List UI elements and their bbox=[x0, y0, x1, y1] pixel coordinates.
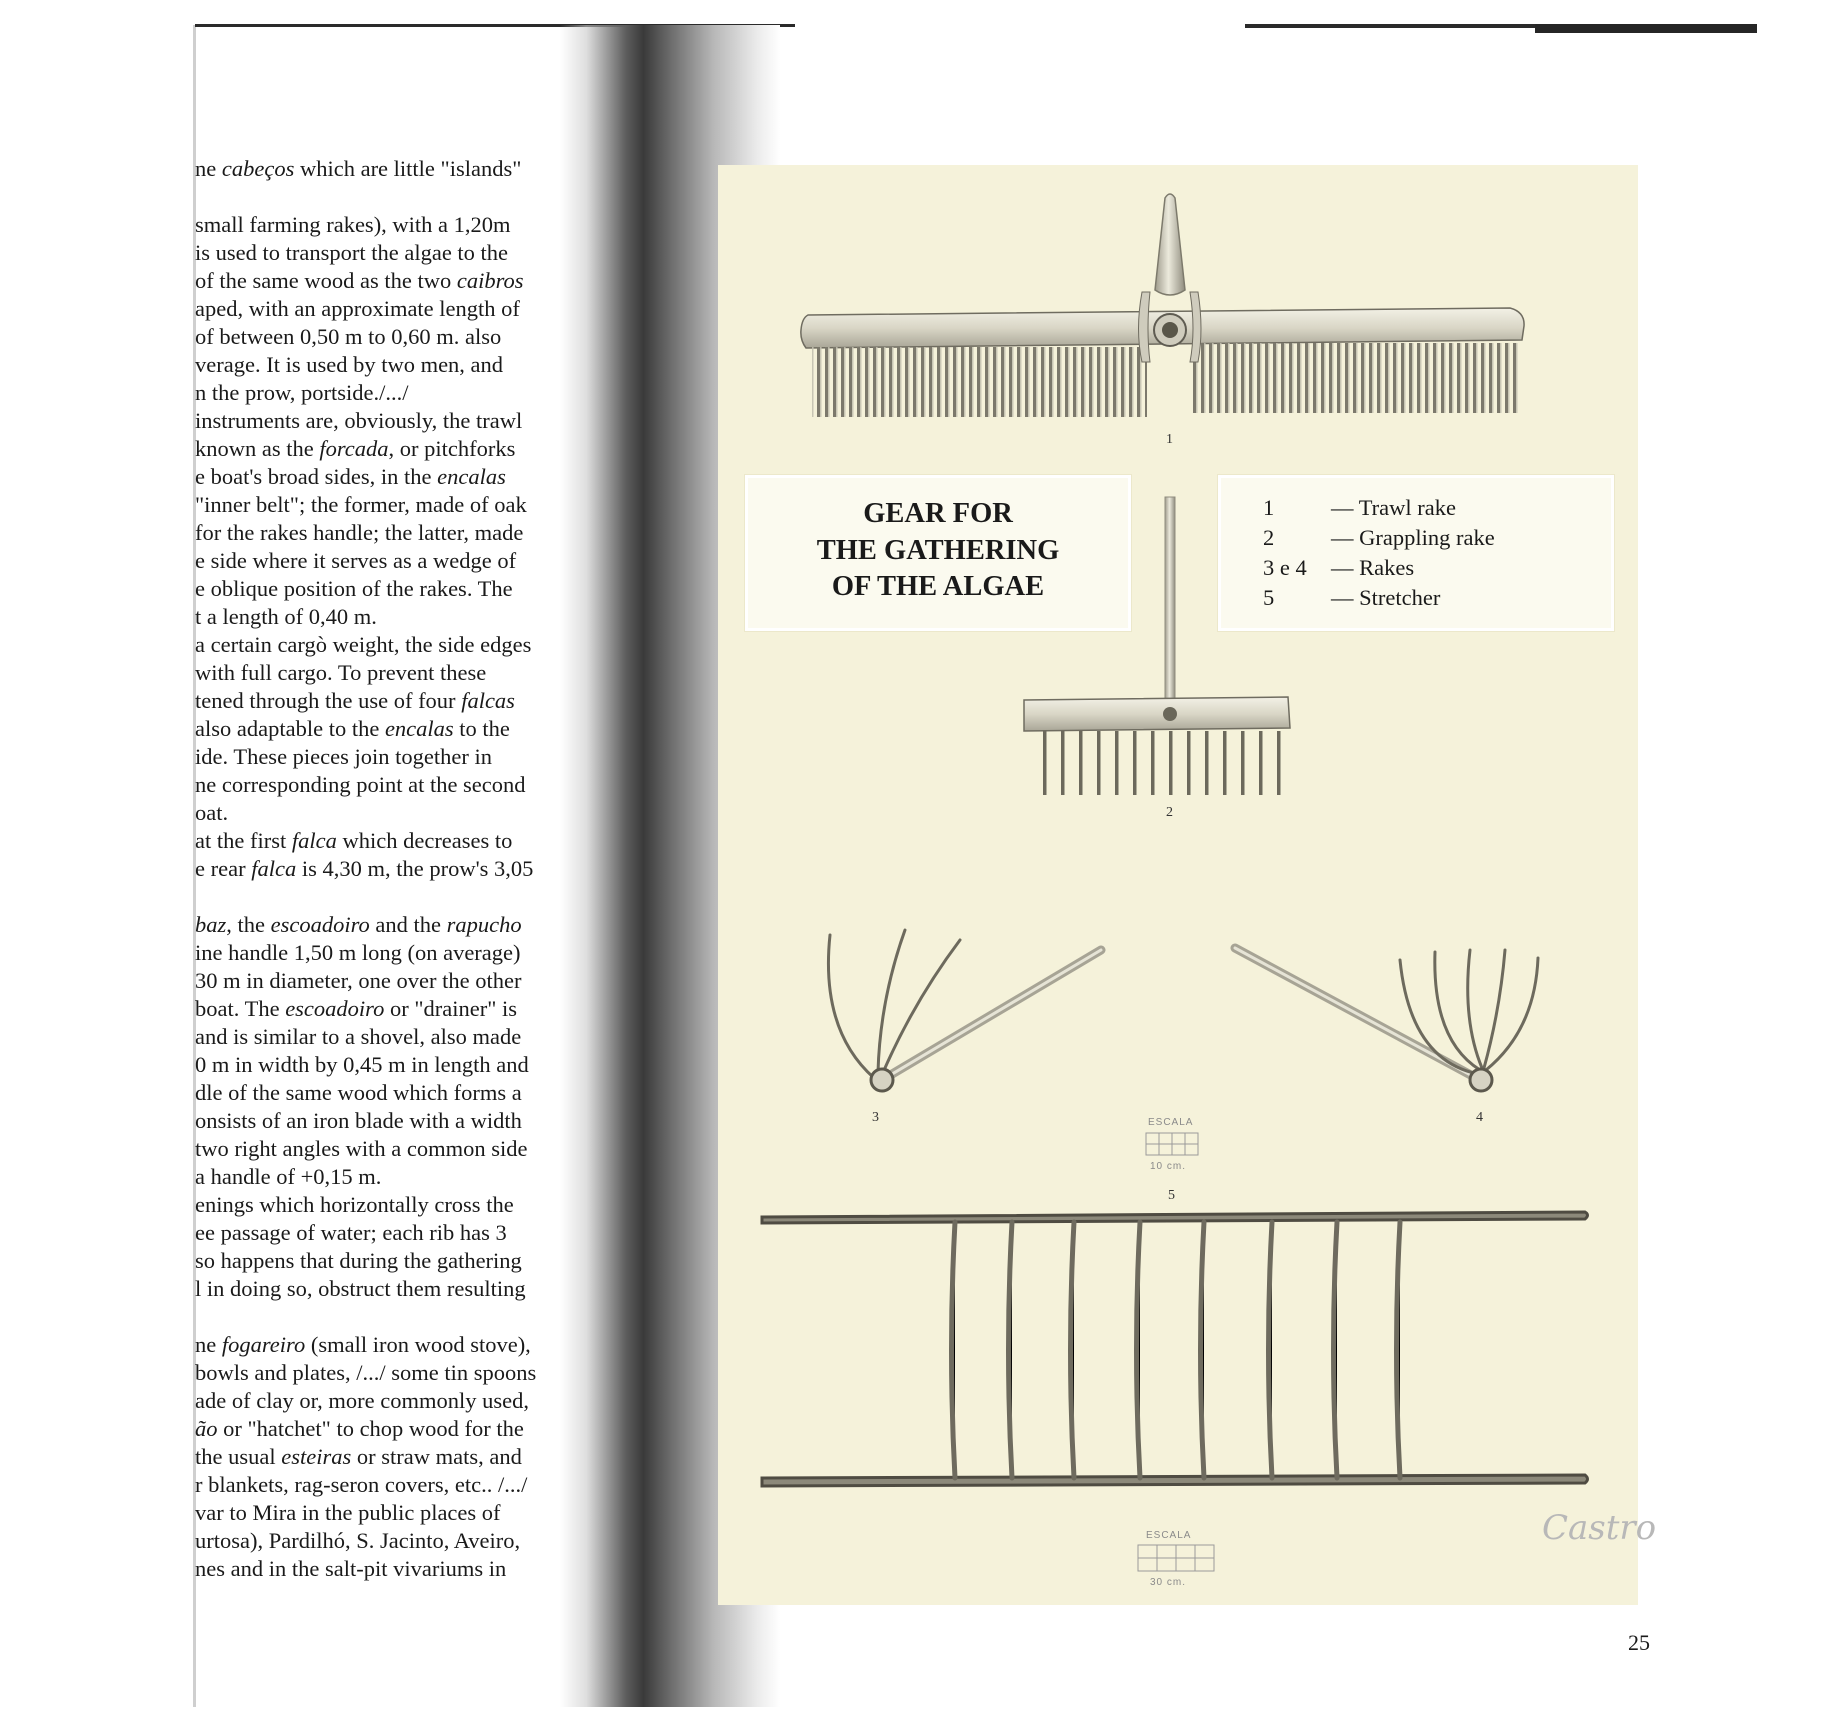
text-segment: known as the bbox=[195, 436, 320, 461]
italic-term: escoadoiro bbox=[285, 996, 385, 1021]
text-segment: oat. bbox=[195, 800, 229, 825]
scale-bar-2 bbox=[1138, 1545, 1214, 1571]
scale-label-2: ESCALA bbox=[1146, 1530, 1192, 1541]
text-segment: (small iron wood stove), bbox=[305, 1332, 531, 1357]
text-segment: urtosa), Pardilhó, S. Jacinto, Aveiro, bbox=[195, 1528, 521, 1553]
italic-term: forcada bbox=[319, 436, 389, 461]
text-segment: enings which horizontally cross the bbox=[195, 1192, 514, 1217]
text-segment: ne bbox=[195, 1332, 222, 1357]
text-segment: ne corresponding point at the second bbox=[195, 772, 526, 797]
text-segment: , or pitchforks bbox=[388, 436, 516, 461]
italic-term: falcas bbox=[461, 688, 515, 713]
text-segment: and the bbox=[369, 912, 447, 937]
italic-term: escoadoiro bbox=[270, 912, 370, 937]
text-segment: a certain cargò weight, the side edges bbox=[195, 632, 532, 657]
text-segment: n the prow, portside./.../ bbox=[195, 380, 409, 405]
legend-number: 1 bbox=[1263, 495, 1275, 520]
text-segment: the usual bbox=[195, 1444, 282, 1469]
text-segment: instruments are, obviously, the trawl bbox=[195, 408, 523, 433]
italic-term: encalas bbox=[384, 716, 454, 741]
italic-term: caibros bbox=[456, 268, 524, 293]
legend-number: 3 e 4 bbox=[1263, 555, 1307, 580]
figure-number-1: 1 bbox=[1166, 432, 1173, 447]
scale-bar-1 bbox=[1146, 1133, 1198, 1155]
text-segment: of between 0,50 m to 0,60 m. also bbox=[195, 324, 502, 349]
plate-legend-box bbox=[1218, 475, 1614, 631]
text-segment: two right angles with a common side bbox=[195, 1136, 528, 1161]
text-segment: l in doing so, obstruct them resulting bbox=[195, 1276, 526, 1301]
text-segment: ade of clay or, more commonly used, bbox=[195, 1388, 529, 1413]
italic-term: cabeços bbox=[221, 156, 295, 181]
text-segment: e oblique position of the rakes. The bbox=[195, 576, 513, 601]
text-segment: ee passage of water; each rib has 3 bbox=[195, 1220, 507, 1245]
legend-label: — Rakes bbox=[1331, 555, 1415, 580]
plate-title bbox=[748, 496, 1128, 606]
plate-title-line-2: THE GATHERING bbox=[816, 534, 1060, 566]
stretcher-figure bbox=[762, 1212, 1588, 1486]
text-segment: and is similar to a shovel, also made bbox=[195, 1024, 522, 1049]
text-segment: with full cargo. To prevent these bbox=[195, 660, 487, 685]
text-segment: r blankets, rag-seron covers, etc.. /.../ bbox=[195, 1472, 528, 1497]
text-segment: which decreases to bbox=[336, 828, 513, 853]
italic-term: ão bbox=[195, 1416, 218, 1441]
italic-term: fogareiro bbox=[221, 1332, 306, 1357]
figure-number-3: 3 bbox=[872, 1110, 879, 1125]
italic-term: baz bbox=[195, 912, 227, 937]
text-segment: boat. The bbox=[195, 996, 286, 1021]
text-segment: or "hatchet" to chop wood for the bbox=[217, 1416, 524, 1441]
text-segment: "inner belt"; the former, made of oak bbox=[195, 492, 527, 517]
figure-number-2: 2 bbox=[1166, 805, 1173, 820]
text-segment: e rear bbox=[195, 856, 252, 881]
italic-term: encalas bbox=[437, 464, 506, 489]
italic-term: esteiras bbox=[281, 1444, 352, 1469]
text-segment: also adaptable to the bbox=[195, 716, 385, 741]
italic-term: falca bbox=[251, 856, 297, 881]
text-segment: or straw mats, and bbox=[351, 1444, 522, 1469]
text-segment: verage. It is used by two men, and bbox=[195, 352, 504, 377]
scale-unit-1: 10 cm. bbox=[1150, 1161, 1187, 1172]
text-segment: for the rakes handle; the latter, made bbox=[195, 520, 524, 545]
text-segment: onsists of an iron blade with a width bbox=[195, 1108, 522, 1133]
text-segment: at the first bbox=[195, 828, 292, 853]
trawl-rake-figure bbox=[801, 194, 1524, 417]
figure-number-5: 5 bbox=[1168, 1188, 1175, 1203]
text-segment: , the bbox=[226, 912, 271, 937]
legend-label: — Stretcher bbox=[1331, 585, 1441, 610]
text-segment: ide. These pieces join together in bbox=[195, 744, 492, 769]
text-segment: or "drainer" is bbox=[384, 996, 518, 1021]
text-segment: t a length of 0,40 m. bbox=[195, 604, 377, 629]
text-segment: e side where it serves as a wedge of bbox=[195, 548, 517, 573]
scale-unit-2: 30 cm. bbox=[1150, 1577, 1187, 1588]
rake-4-figure bbox=[1235, 948, 1538, 1091]
plate-title-box bbox=[745, 475, 1131, 631]
italic-term: rapucho bbox=[446, 912, 522, 937]
text-segment: small farming rakes), with a 1,20m bbox=[195, 212, 511, 237]
scale-label-1: ESCALA bbox=[1148, 1117, 1194, 1128]
text-segment: tened through the use of four bbox=[195, 688, 462, 713]
plate-title-line-1: GEAR FOR bbox=[863, 498, 1013, 529]
legend-label: — Grappling rake bbox=[1331, 525, 1495, 550]
text-segment: dle of the same wood which forms a bbox=[195, 1080, 522, 1105]
text-segment: ne bbox=[195, 156, 222, 181]
legend-label: — Trawl rake bbox=[1331, 495, 1456, 520]
text-segment: aped, with an approximate length of bbox=[195, 296, 520, 321]
text-segment: so happens that during the gathering bbox=[195, 1248, 522, 1273]
legend-number: 5 bbox=[1263, 585, 1275, 610]
text-segment: is used to transport the algae to the bbox=[195, 240, 509, 265]
text-segment: ine handle 1,50 m long (on average) bbox=[195, 940, 521, 965]
text-segment: bowls and plates, /.../ some tin spoons bbox=[195, 1360, 537, 1385]
text-segment: which are little "islands" bbox=[294, 156, 522, 181]
text-segment: nes and in the salt-pit vivariums in bbox=[195, 1556, 507, 1581]
text-segment: e boat's broad sides, in the bbox=[195, 464, 438, 489]
plate-title-line-3: OF THE ALGAE bbox=[831, 571, 1045, 602]
text-segment: of the same wood as the two bbox=[195, 268, 457, 293]
artist-signature: Castro bbox=[1542, 1508, 1657, 1548]
text-segment: 30 m in diameter, one over the other bbox=[195, 968, 522, 993]
text-segment: to the bbox=[453, 716, 510, 741]
rake-3-figure bbox=[828, 930, 1101, 1091]
text-segment: var to Mira in the public places of bbox=[195, 1500, 501, 1525]
figure-number-4: 4 bbox=[1476, 1110, 1483, 1125]
italic-term: falca bbox=[291, 828, 337, 853]
text-segment: is 4,30 m, the prow's 3,05 bbox=[296, 856, 534, 881]
text-segment: a handle of +0,15 m. bbox=[195, 1164, 382, 1189]
page-number: 25 bbox=[1628, 1630, 1650, 1655]
legend-number: 2 bbox=[1263, 525, 1275, 550]
text-segment: 0 m in width by 0,45 m in length and bbox=[195, 1052, 529, 1077]
